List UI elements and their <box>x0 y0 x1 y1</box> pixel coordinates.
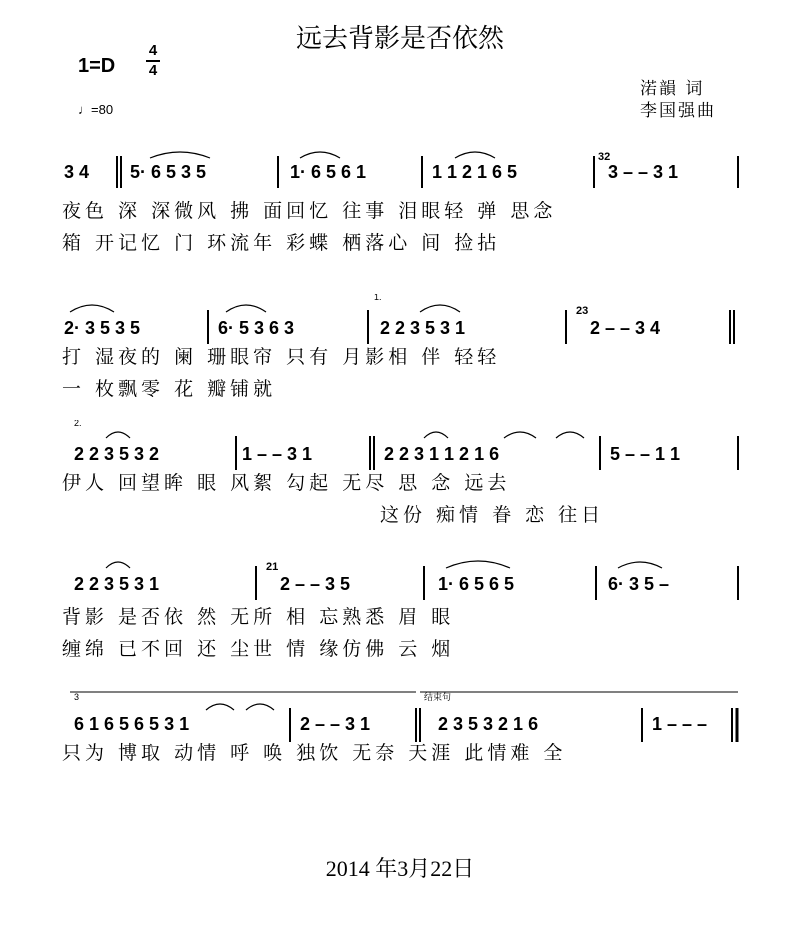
measure-text: 2 2 3 5 3 1 <box>74 574 160 594</box>
time-signature-top: 4 <box>148 42 158 59</box>
measure-text: 1· 6 5 6 1 <box>290 162 367 182</box>
key-signature: 1=D <box>78 55 116 77</box>
volta-2: 2. <box>74 420 82 428</box>
grace-note: 23 <box>576 305 589 317</box>
measure-text: 2 2 3 1 1 2 1 6 <box>384 444 500 464</box>
score-row-2 <box>0 294 800 434</box>
lyrics-line-2: 箱 开记忆 门 环流年 彩蝶 栖落心 间 捡拈 <box>62 232 501 254</box>
measure-text: 1· 6 5 6 5 <box>438 574 515 594</box>
time-signature <box>146 43 160 79</box>
measure-text: 2· 3 5 3 5 <box>64 318 141 338</box>
coda-label: 结束句 <box>424 692 452 702</box>
measure-text: 1 – – 3 1 <box>242 444 313 464</box>
lyrics-line-2: 这份 痴情 眷 恋 往日 <box>380 504 605 526</box>
score-row-4 <box>0 554 800 694</box>
measure-text: 1 1 2 1 6 5 <box>432 162 518 182</box>
volta-3: 3 <box>74 692 80 702</box>
measure-text: 5· 6 5 3 5 <box>130 162 207 182</box>
lyrics-line-1: 只为 博取 动情 呼 唤 独饮 无奈 天涯 此情难 全 <box>62 742 567 764</box>
measure-text: 2 2 3 5 3 1 <box>380 318 466 338</box>
grace-note: 21 <box>266 561 279 573</box>
composer-credit: 李国强曲 <box>640 101 716 121</box>
measure-text: 1 – – – <box>652 714 708 734</box>
lyrics-line-1: 打 湿夜的 阑 珊眼帘 只有 月影相 伴 轻轻 <box>62 346 501 368</box>
measure-text: 2 – – 3 1 <box>300 714 371 734</box>
measure-text: 3 4 <box>64 162 90 182</box>
score-row-1 <box>0 148 800 288</box>
lyrics-line-1: 背影 是否依 然 无所 相 忘熟悉 眉 眼 <box>62 606 455 628</box>
measure-text: 5 – – 1 1 <box>610 444 681 464</box>
volta-1: 1. <box>374 294 382 302</box>
measure-text: 6 1 6 5 6 5 3 1 <box>74 714 190 734</box>
time-signature-bottom: 4 <box>148 62 158 79</box>
measure-text: 2 – – 3 5 <box>280 574 351 594</box>
measure-text: 2 – – 3 4 <box>590 318 661 338</box>
lyrics-line-2: 一 枚飘零 花 瓣铺就 <box>62 378 277 400</box>
song-title: 远去背影是否依然 <box>295 24 504 54</box>
lyricist-credit: 渃韻 词 <box>640 79 705 99</box>
tempo-marking: ♩=80 <box>78 102 114 117</box>
grace-note: 32 <box>598 151 611 163</box>
measure-text: 3 – – 3 1 <box>608 162 679 182</box>
measure-text: 2 3 5 3 2 1 6 <box>438 714 539 734</box>
measure-text: 6· 5 3 6 3 <box>218 318 295 338</box>
lyrics-line-2: 缠绵 已不回 还 尘世 情 缘仿佛 云 烟 <box>62 638 455 660</box>
score-row-5 <box>0 690 800 830</box>
score-row-3 <box>0 420 800 560</box>
lyrics-line-1: 伊人 回望眸 眼 风絮 勾起 无尽 思 念 远去 <box>62 472 511 494</box>
lyrics-line-1: 夜色 深 深微风 拂 面回忆 往事 泪眼轻 弹 思念 <box>62 200 557 222</box>
measure-text: 2 2 3 5 3 2 <box>74 444 160 464</box>
date-line: 2014 年3月22日 <box>325 856 475 881</box>
measure-text: 6· 3 5 – <box>608 574 670 594</box>
